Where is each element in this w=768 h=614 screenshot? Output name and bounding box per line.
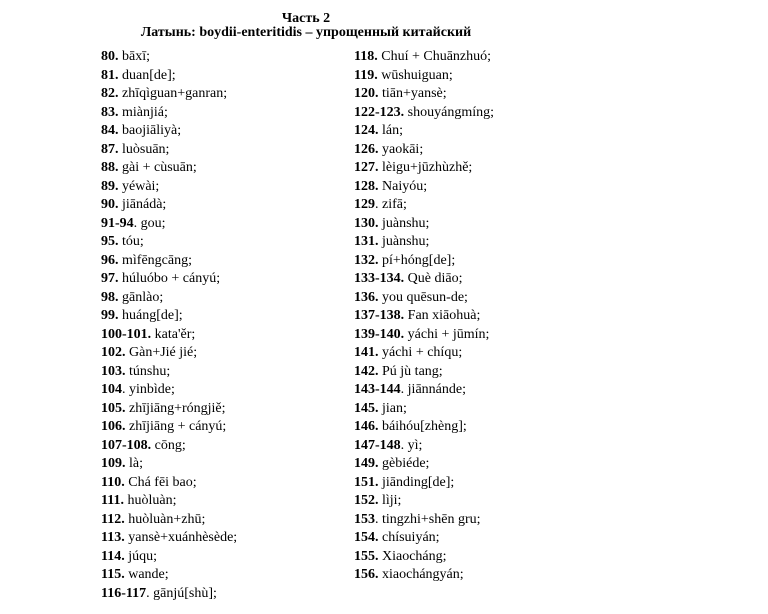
term-entry [101,326,237,345]
term-entry [354,529,494,548]
term-entry [101,104,237,123]
entry-text: zhījiāng+róngjiě; [125,400,226,416]
entry-text: yéwài; [118,178,160,194]
term-entry [354,141,494,160]
term-entry [101,418,237,437]
entry-text: bāxī; [118,49,150,64]
page-subtitle: Латынь: boydii-enteritidis – упрощенный китайский [140,25,472,40]
term-entry [354,178,494,197]
term-entry [354,437,494,456]
entry-text: Fan xiāohuà; [404,308,481,323]
term-entry [101,400,237,419]
entry-number: 131. [354,234,379,249]
entry-number: 114. [101,548,125,564]
term-entry [354,418,494,437]
entry-text: Pú jù tang; [378,363,443,379]
term-entry [354,363,494,382]
entry-text: Què diāo; [404,271,463,286]
entry-text: juànshu; [378,215,430,231]
entry-number: 127. [354,160,379,175]
term-entry [101,566,237,585]
entry-number: 149. [354,456,379,471]
term-entry [101,85,237,104]
term-entry [354,492,494,511]
entry-number: 111. [101,493,124,508]
entry-text: lán; [378,123,403,138]
entry-number: 153 [354,511,375,527]
entry-text: . gou; [133,215,166,231]
term-entry [354,215,494,234]
entry-text: you quēsun-de; [378,289,468,305]
entry-text: lìji; [378,493,402,508]
entry-number: 145. [354,400,379,416]
entry-number: 80. [101,49,119,64]
right-term-list [354,48,494,585]
term-entry [354,233,494,252]
term-entry [101,141,237,160]
entry-text: báihóu[zhèng]; [378,419,467,434]
term-entry [354,122,494,141]
entry-number: 99. [101,308,119,323]
entry-text: yáchi + jūmín; [404,326,490,342]
entry-number: 100-101. [101,326,152,342]
term-entry [101,178,237,197]
entry-text: . tingzhi+shēn gru; [375,511,481,527]
entry-text: Chuí + Chuānzhuó; [377,49,492,64]
term-entry [101,548,237,567]
term-entry [354,455,494,474]
term-entry [101,289,237,308]
term-entry [101,474,237,493]
entry-number: 124. [354,123,379,138]
entry-number: 118. [354,49,378,64]
term-entry [101,122,237,141]
entry-number: 88. [101,160,119,175]
entry-number: 141. [354,345,379,360]
entry-text: là; [125,456,143,471]
entry-number: 84. [101,123,119,138]
entry-number: 137-138. [354,308,405,323]
term-entry [354,270,494,289]
entry-text: Gàn+Jié jié; [125,345,198,360]
entry-number: 89. [101,178,119,194]
entry-number: 90. [101,197,119,212]
entry-number: 91-94 [101,215,134,231]
entry-text: wande; [124,567,169,582]
entry-number: 87. [101,141,119,157]
entry-number: 133-134. [354,271,405,286]
term-entry [354,566,494,585]
entry-number: 105. [101,400,126,416]
entry-number: 126. [354,141,379,157]
term-entry [354,85,494,104]
entry-text: gèbiéde; [378,456,430,471]
term-entry [354,67,494,86]
entry-number: 102. [101,345,126,360]
term-entry [101,363,237,382]
entry-number: 119. [354,67,378,83]
entry-number: 146. [354,419,379,434]
term-entry [354,400,494,419]
entry-number: 122-123. [354,104,405,120]
entry-text: mìfēngcāng; [118,252,192,268]
term-entry [101,67,237,86]
entry-number: 83. [101,104,119,120]
entry-number: 98. [101,289,119,305]
term-entry [354,159,494,178]
term-entry [354,344,494,363]
entry-number: 132. [354,252,379,268]
entry-text: huáng[de]; [118,308,183,323]
term-entry [101,252,237,271]
term-entry [101,511,237,530]
entry-text: gānlào; [118,289,164,305]
entry-text: . yì; [400,437,423,453]
term-entry [354,548,494,567]
entry-text: huòluàn; [123,493,177,508]
entry-text: . yinbìde; [122,382,175,397]
entry-text: húluóbo + cányú; [118,271,221,286]
term-entry [101,492,237,511]
entry-text: . zifā; [375,197,407,212]
entry-number: 95. [101,234,119,249]
term-entry [101,270,237,289]
entry-number: 128. [354,178,379,194]
term-entry [354,196,494,215]
term-entry [354,474,494,493]
entry-number: 143-144 [354,382,401,397]
term-entry [101,381,237,400]
entry-text: jiānádà; [118,197,167,212]
entry-number: 104 [101,382,122,397]
term-entry [101,307,237,326]
term-entry [101,159,237,178]
entry-number: 155. [354,548,379,564]
term-entry [101,529,237,548]
entry-number: 154. [354,530,379,545]
term-entry [101,215,237,234]
entry-text: juànshu; [378,234,430,249]
entry-number: 103. [101,363,126,379]
entry-text: miànjiá; [118,104,168,120]
entry-text: duan[de]; [118,67,176,83]
entry-text: yaokāi; [378,141,424,157]
entry-number: 142. [354,363,379,379]
entry-text: pí+hóng[de]; [378,252,456,268]
term-entry [101,196,237,215]
entry-number: 107-108. [101,437,152,453]
entry-text: Chá fēi bao; [124,474,197,490]
entry-number: 156. [354,567,379,582]
term-entry [354,307,494,326]
term-entry [101,233,237,252]
entry-text: shouyángmíng; [404,104,495,120]
entry-number: 81. [101,67,119,83]
entry-number: 115. [101,567,125,582]
entry-text: jiānding[de]; [378,474,455,490]
entry-text: xiaochángyán; [378,567,464,582]
term-entry [354,104,494,123]
entry-text: baojiāliyà; [118,123,182,138]
entry-number: 129 [354,197,375,212]
entry-text: Xiaocháng; [378,548,447,564]
entry-number: 136. [354,289,379,305]
entry-text: huòluàn+zhū; [124,511,206,527]
entry-number: 152. [354,493,379,508]
entry-text: gài + cùsuān; [118,160,197,175]
entry-text: kata'ěr; [151,326,196,342]
entry-text: . gānjú[shù]; [146,585,217,601]
term-entry [354,381,494,400]
entry-text: jian; [378,400,407,416]
term-entry [101,455,237,474]
term-entry [354,326,494,345]
term-entry [354,252,494,271]
left-term-list [101,48,237,603]
entry-text: yáchi + chíqu; [378,345,463,360]
entry-text: cōng; [151,437,186,453]
entry-number: 109. [101,456,126,471]
entry-number: 147-148 [354,437,401,453]
entry-text: chísuiyán; [378,530,440,545]
term-entry [101,437,237,456]
entry-number: 106. [101,419,126,434]
entry-text: . jiānnánde; [400,382,466,397]
entry-number: 130. [354,215,379,231]
entry-text: wūshuiguan; [377,67,453,83]
entry-number: 113. [101,530,125,545]
entry-number: 97. [101,271,119,286]
entry-number: 139-140. [354,326,405,342]
entry-text: luòsuān; [118,141,170,157]
entry-number: 116-117 [101,585,147,601]
entry-text: yansè+xuánhèsède; [124,530,238,545]
entry-number: 112. [101,511,125,527]
page-title: Часть 2 [281,11,331,26]
entry-text: Naiyóu; [378,178,428,194]
entry-number: 82. [101,86,119,101]
term-entry [354,48,494,67]
entry-text: zhījiāng + cányú; [125,419,227,434]
entry-text: lèigu+jūzhùzhě; [378,160,473,175]
entry-text: túnshu; [125,363,171,379]
entry-number: 96. [101,252,119,268]
term-entry [101,585,237,604]
entry-number: 110. [101,474,125,490]
entry-text: tóu; [118,234,144,249]
term-entry [354,289,494,308]
entry-number: 120. [354,86,379,101]
term-entry [354,511,494,530]
entry-text: zhīqìguan+ganran; [118,86,228,101]
term-entry [101,48,237,67]
entry-text: tiān+yansè; [378,86,447,101]
entry-text: júqu; [124,548,158,564]
entry-number: 151. [354,474,379,490]
term-entry [101,344,237,363]
